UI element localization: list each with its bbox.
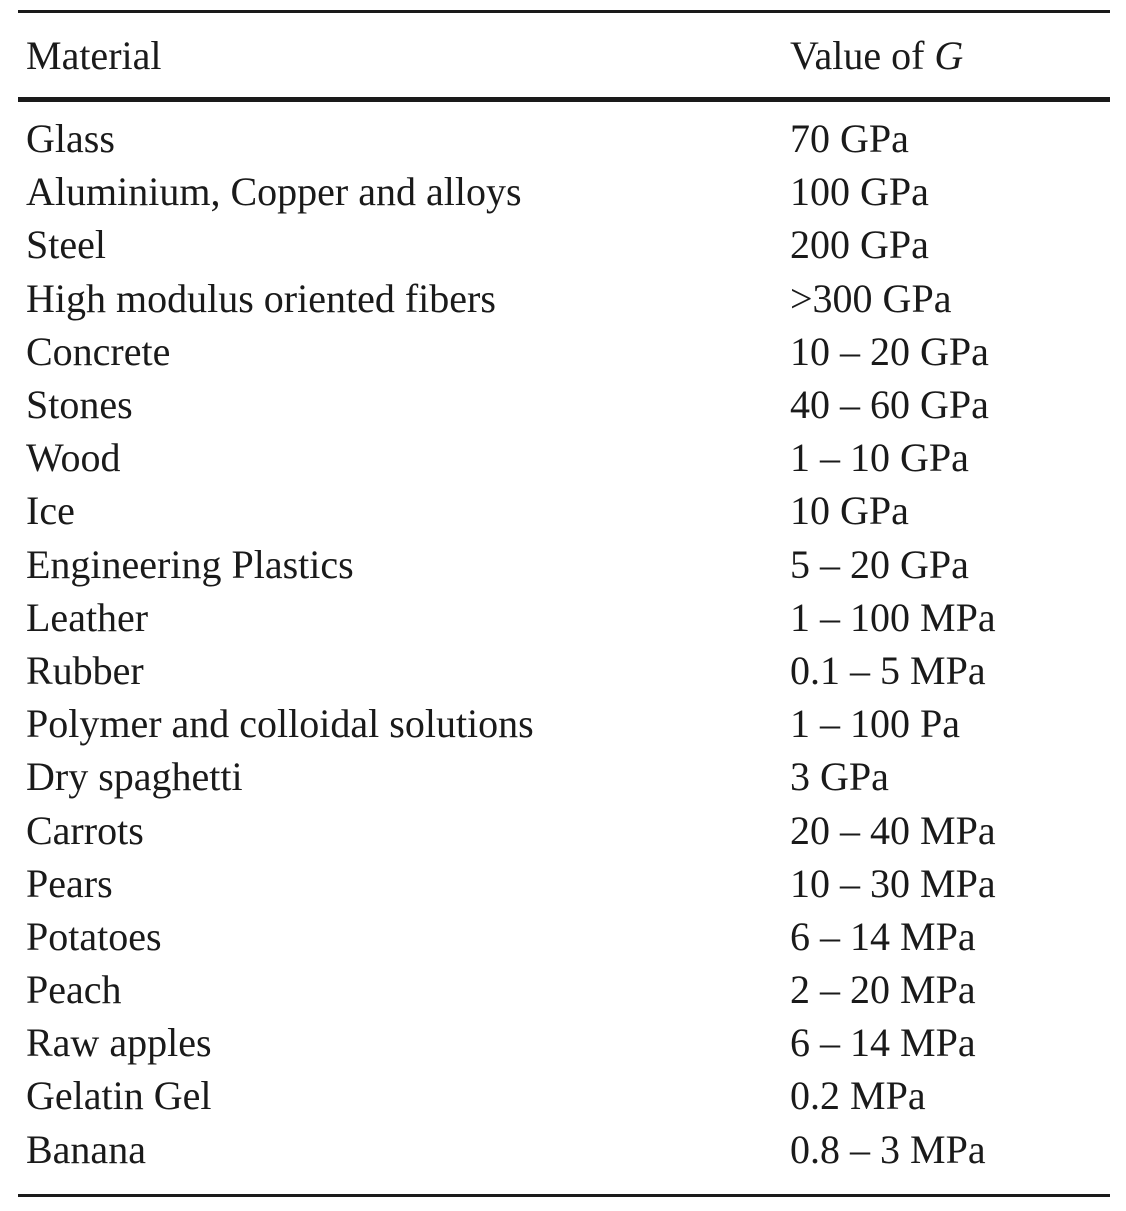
material-cell: Concrete [26,328,171,374]
table-row [18,325,1110,378]
table-row [18,1123,1110,1176]
material-cell: Steel [26,222,106,268]
value-cell: 100 GPa [790,169,929,215]
value-cell: 0.2 MPa [790,1073,926,1119]
material-cell: High modulus oriented fibers [26,275,496,321]
material-cell: Stones [26,382,133,428]
table-row [18,272,1110,325]
table-row [18,165,1110,218]
header-material: Material [26,32,162,78]
table-row [18,1069,1110,1122]
table-row [18,697,1110,750]
table-row [18,750,1110,803]
value-cell: 40 – 60 GPa [790,382,989,428]
value-cell: 6 – 14 MPa [790,913,976,959]
material-cell: Gelatin Gel [26,1073,212,1119]
value-cell: >300 GPa [790,275,952,321]
material-cell: Engineering Plastics [26,541,354,587]
modulus-table [18,10,1110,1197]
table-row [18,484,1110,537]
table-bottom-rule [18,1194,1110,1197]
material-cell: Raw apples [26,1020,212,1066]
table-row [18,538,1110,591]
value-cell: 1 – 100 Pa [790,701,960,747]
table-row [18,857,1110,910]
material-cell: Polymer and colloidal solutions [26,701,534,747]
table-body [18,102,1110,1194]
material-cell: Ice [26,488,75,534]
value-cell: 10 GPa [790,488,909,534]
table-row [18,644,1110,697]
material-cell: Rubber [26,647,144,693]
material-cell: Potatoes [26,913,162,959]
table-row [18,1016,1110,1069]
table-row [18,963,1110,1016]
value-cell: 1 – 100 MPa [790,594,996,640]
material-cell: Pears [26,860,113,906]
value-cell: 3 GPa [790,754,889,800]
table-header-row [18,13,1110,97]
header-value-prefix: Value of [790,32,925,78]
value-cell: 20 – 40 MPa [790,807,996,853]
value-cell: 10 – 20 GPa [790,328,989,374]
table-row [18,803,1110,856]
value-cell: 1 – 10 GPa [790,435,969,481]
value-cell: 5 – 20 GPa [790,541,969,587]
value-cell: 6 – 14 MPa [790,1020,976,1066]
value-cell: 0.1 – 5 MPa [790,647,986,693]
value-cell: 70 GPa [790,116,909,162]
material-cell: Wood [26,435,121,481]
table-row [18,910,1110,963]
header-value-symbol: G [934,32,964,78]
table-row [18,112,1110,165]
material-cell: Leather [26,594,149,640]
table-row [18,591,1110,644]
material-cell: Peach [26,967,122,1013]
value-cell: 2 – 20 MPa [790,967,976,1013]
material-cell: Aluminium, Copper and alloys [26,169,522,215]
table-row [18,218,1110,271]
value-cell: 0.8 – 3 MPa [790,1126,986,1172]
material-cell: Carrots [26,807,144,853]
material-cell: Glass [26,116,115,162]
table-row [18,431,1110,484]
table-row [18,378,1110,431]
value-cell: 200 GPa [790,222,929,268]
material-cell: Banana [26,1126,146,1172]
header-value [790,32,1110,79]
value-cell: 10 – 30 MPa [790,860,996,906]
material-cell: Dry spaghetti [26,754,243,800]
